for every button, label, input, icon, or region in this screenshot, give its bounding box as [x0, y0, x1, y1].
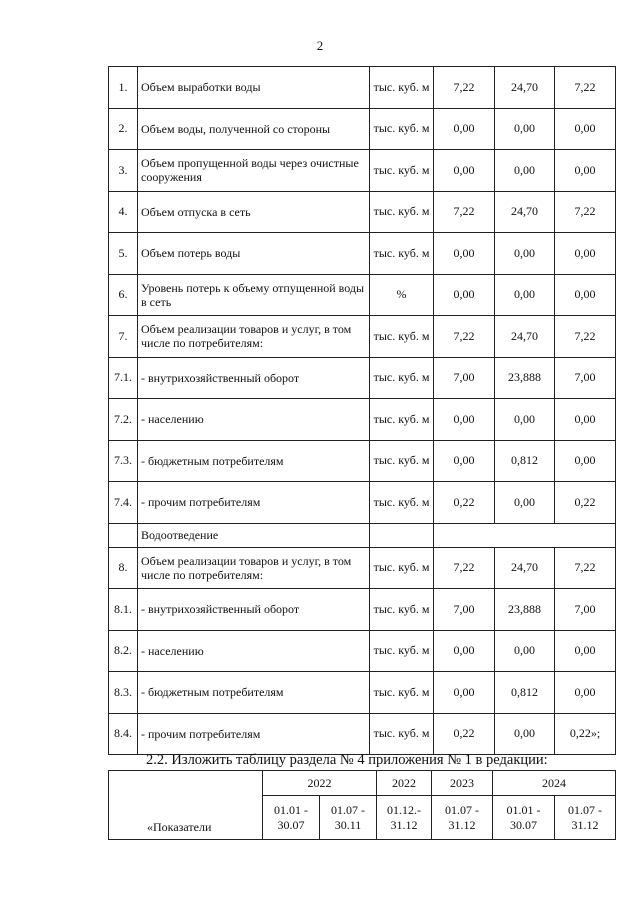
row-name: - внутрихозяйственный оборот [138, 589, 370, 631]
table-row [109, 713, 616, 755]
row-unit: тыс. куб. м [370, 67, 434, 109]
row-number: 7.2. [109, 399, 138, 441]
row-number: 2. [109, 108, 138, 150]
row-value-3: 0,00 [555, 274, 616, 316]
row-unit: тыс. куб. м [370, 440, 434, 482]
table-row [109, 67, 616, 109]
row-value-2: 0,00 [495, 108, 555, 150]
row-value-3: 0,00 [555, 630, 616, 672]
table-row [109, 482, 616, 524]
indicators-table [108, 66, 616, 755]
table-row [109, 357, 616, 399]
row-value-1: 7,00 [434, 589, 495, 631]
row-value-1: 0,00 [434, 399, 495, 441]
indicators-table-body [109, 67, 616, 755]
row-value-2: 23,888 [495, 357, 555, 399]
page-number: 2 [316, 38, 324, 53]
row-value-2: 0,00 [495, 150, 555, 192]
table-row [109, 274, 616, 316]
row-name: Объем реализации товаров и услуг, в том числе по потребителям: [138, 316, 370, 358]
years-row [109, 771, 616, 796]
row-value-1: 0,22 [434, 482, 495, 524]
period-cell: 01.07 - 31.12 [432, 796, 493, 840]
period-cell: 01.01 - 30.07 [263, 796, 320, 840]
row-number: 8. [109, 547, 138, 589]
row-number: 7.3. [109, 440, 138, 482]
table-row [109, 589, 616, 631]
row-number: 8.1. [109, 589, 138, 631]
row-value-1: 0,00 [434, 108, 495, 150]
row-name: Уровень потерь к объему отпущенной воды в сеть [138, 274, 370, 316]
periods-table [108, 770, 616, 840]
row-value-2: 0,00 [495, 399, 555, 441]
year-2022-header: 2022 [263, 771, 377, 796]
row-name: Объем воды, полученной со стороны [138, 108, 370, 150]
row-value-3: 7,22 [555, 316, 616, 358]
row-value-2: 23,888 [495, 589, 555, 631]
row-name: - внутрихозяйственный оборот [138, 357, 370, 399]
row-value-3: 0,00 [555, 440, 616, 482]
row-unit: тыс. куб. м [370, 357, 434, 399]
row-number: 7.1. [109, 357, 138, 399]
section-empty-values [434, 523, 616, 547]
row-number: 8.4. [109, 713, 138, 755]
row-name: - населению [138, 630, 370, 672]
row-unit: тыс. куб. м [370, 713, 434, 755]
row-value-3: 7,22 [555, 191, 616, 233]
row-name: Объем реализации товаров и услуг, в том числе по потребителям: [138, 547, 370, 589]
period-cell: 01.07 - 31.12 [555, 796, 616, 840]
table-row [109, 108, 616, 150]
row-number: 8.2. [109, 630, 138, 672]
row-number: 7.4. [109, 482, 138, 524]
row-unit: % [370, 274, 434, 316]
section-title: Водоотведение [138, 523, 370, 547]
row-value-2: 24,70 [495, 316, 555, 358]
row-value-3: 0,00 [555, 399, 616, 441]
row-name: - бюджетным потребителям [138, 672, 370, 714]
table-row [109, 547, 616, 589]
row-unit: тыс. куб. м [370, 547, 434, 589]
row-value-3: 7,22 [555, 547, 616, 589]
row-value-2: 24,70 [495, 191, 555, 233]
row-value-1: 0,00 [434, 274, 495, 316]
row-name: Объем пропущенной воды через очистные сооружения [138, 150, 370, 192]
row-value-2: 24,70 [495, 67, 555, 109]
row-value-2: 0,00 [495, 630, 555, 672]
row-unit: тыс. куб. м [370, 108, 434, 150]
row-name: Объем отпуска в сеть [138, 191, 370, 233]
row-value-2: 0,812 [495, 440, 555, 482]
row-value-3: 0,00 [555, 672, 616, 714]
section-row [109, 523, 616, 547]
row-value-3: 7,22 [555, 67, 616, 109]
row-unit: тыс. куб. м [370, 233, 434, 275]
row-number: 1. [109, 67, 138, 109]
year-2022-dec-header: 2022 [377, 771, 432, 796]
row-value-1: 0,00 [434, 233, 495, 275]
row-value-3: 0,00 [555, 108, 616, 150]
row-value-3: 7,00 [555, 357, 616, 399]
row-name: - бюджетным потребителям [138, 440, 370, 482]
row-name: Объем потерь воды [138, 233, 370, 275]
row-value-3: 0,22 [555, 482, 616, 524]
period-cell: 01.07 - 30.11 [320, 796, 377, 840]
table-row [109, 191, 616, 233]
table-row [109, 630, 616, 672]
row-number: 3. [109, 150, 138, 192]
section-empty-cell [109, 523, 138, 547]
row-value-1: 0,00 [434, 630, 495, 672]
row-unit: тыс. куб. м [370, 316, 434, 358]
row-name: - прочим потребителям [138, 713, 370, 755]
row-value-1: 7,22 [434, 547, 495, 589]
section-heading: 2.2. Изложить таблицу раздела № 4 приложения № 1 в редакции: [146, 752, 548, 768]
table-row [109, 672, 616, 714]
row-value-2: 0,00 [495, 713, 555, 755]
row-unit: тыс. куб. м [370, 482, 434, 524]
row-value-3: 7,00 [555, 589, 616, 631]
row-value-1: 0,00 [434, 440, 495, 482]
table-row [109, 150, 616, 192]
row-value-1: 7,00 [434, 357, 495, 399]
row-value-1: 0,00 [434, 150, 495, 192]
row-unit: тыс. куб. м [370, 191, 434, 233]
row-value-2: 0,00 [495, 482, 555, 524]
year-2023-header: 2023 [432, 771, 493, 796]
row-name: - населению [138, 399, 370, 441]
row-unit: тыс. куб. м [370, 672, 434, 714]
table-row [109, 233, 616, 275]
row-unit: тыс. куб. м [370, 399, 434, 441]
row-value-3: 0,00 [555, 150, 616, 192]
row-value-3: 0,22»; [555, 713, 616, 755]
indicator-header: «Показатели [109, 771, 263, 840]
row-unit: тыс. куб. м [370, 589, 434, 631]
row-value-2: 0,00 [495, 274, 555, 316]
table-row [109, 316, 616, 358]
row-number: 8.3. [109, 672, 138, 714]
row-value-1: 0,00 [434, 672, 495, 714]
row-unit: тыс. куб. м [370, 630, 434, 672]
row-unit: тыс. куб. м [370, 150, 434, 192]
year-2024-header: 2024 [493, 771, 616, 796]
row-value-1: 7,22 [434, 191, 495, 233]
row-number: 4. [109, 191, 138, 233]
row-value-2: 24,70 [495, 547, 555, 589]
row-value-1: 0,22 [434, 713, 495, 755]
row-value-2: 0,00 [495, 233, 555, 275]
row-value-2: 0,812 [495, 672, 555, 714]
row-number: 6. [109, 274, 138, 316]
row-value-1: 7,22 [434, 67, 495, 109]
row-value-3: 0,00 [555, 233, 616, 275]
row-number: 5. [109, 233, 138, 275]
row-name: Объем выработки воды [138, 67, 370, 109]
row-value-1: 7,22 [434, 316, 495, 358]
row-number: 7. [109, 316, 138, 358]
table-row [109, 399, 616, 441]
section-empty-unit [370, 523, 434, 547]
period-cell: 01.12.- 31.12 [377, 796, 432, 840]
period-cell: 01.01 - 30.07 [493, 796, 555, 840]
row-name: - прочим потребителям [138, 482, 370, 524]
table-row [109, 440, 616, 482]
